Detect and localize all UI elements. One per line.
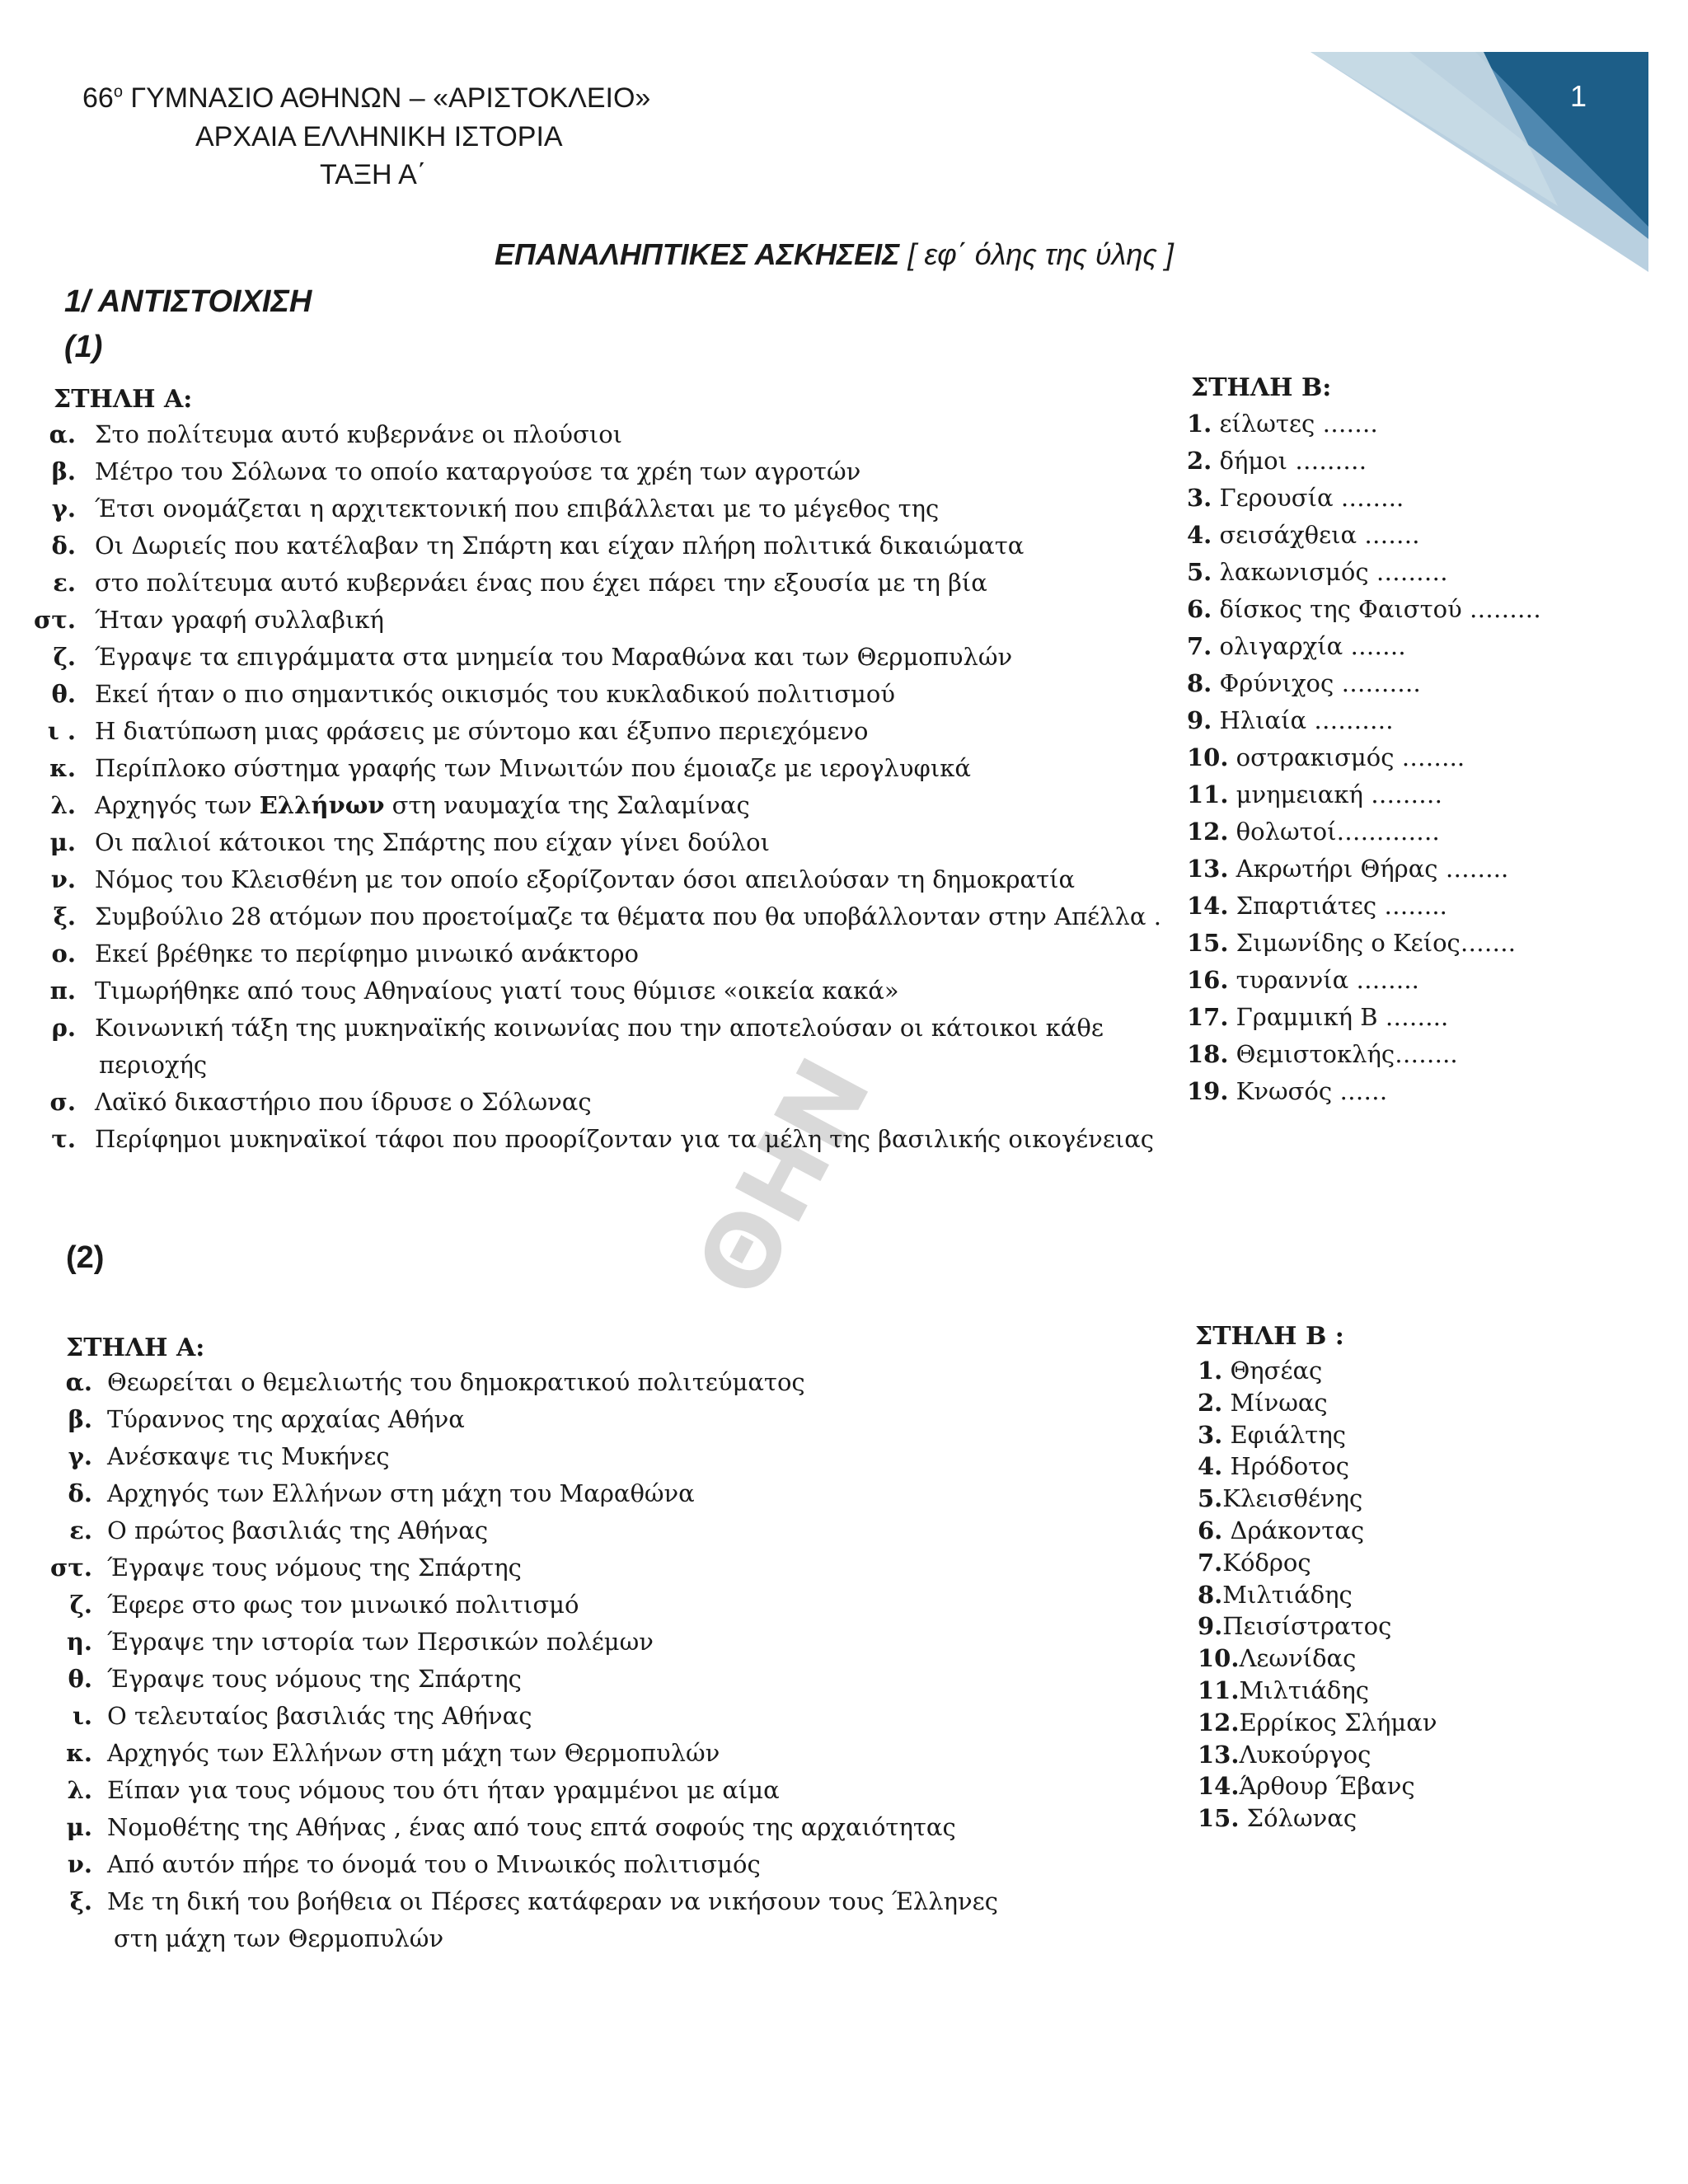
list-item — [0, 1554, 1071, 1591]
answer-item — [1187, 743, 1541, 780]
answer-number: 1. — [1187, 410, 1212, 438]
item-letter: ξ. — [69, 1887, 92, 1915]
item-letter: κ. — [66, 1739, 92, 1767]
answer-item — [1187, 706, 1541, 743]
item-text: Ο τελευταίος βασιλιάς της Αθήνας — [107, 1702, 532, 1730]
answer-text: σεισάχθεια ……. — [1212, 521, 1420, 549]
item-text: Κοινωνική τάξη της μυκηναϊκής κοινωνίας που την αποτελούσαν οι κάτοικοι κάθε — [95, 1014, 1104, 1042]
item-text: Αρχηγός των Ελλήνων στη ναυμαχία της Σαλαμίνας — [95, 791, 750, 819]
answer-number: 17. — [1187, 1003, 1229, 1031]
answer-number: 15. — [1187, 929, 1229, 957]
answer-item — [1187, 410, 1541, 447]
answer-text: Λυκούργος — [1239, 1740, 1372, 1769]
answer-text: Ηρόδοτος — [1222, 1452, 1349, 1481]
item-letter: π. — [49, 977, 76, 1005]
list-item — [0, 1813, 1071, 1850]
answer-number: 5. — [1187, 558, 1212, 586]
answer-item — [1187, 632, 1541, 669]
answer-item — [1198, 1772, 1437, 1804]
list-item — [0, 1591, 1071, 1628]
item-text-continued: περιοχής — [99, 1051, 208, 1079]
item-text: Είπαν για τους νόμους του ότι ήταν γραμμένοι με αίμα — [107, 1776, 780, 1804]
answer-number: 14. — [1187, 892, 1229, 920]
list-item — [0, 1442, 1071, 1479]
answer-text: Ερρίκος Σλήμαν — [1239, 1708, 1437, 1736]
list-item — [0, 532, 1170, 569]
answer-item — [1187, 1040, 1541, 1077]
ex1-column-b-list — [1187, 410, 1541, 1114]
answer-number: 18. — [1187, 1040, 1229, 1068]
answer-text: Κλεισθένης — [1222, 1484, 1363, 1513]
item-text: Οι Δωριείς που κατέλαβαν τη Σπάρτη και είχαν πλήρη πολιτικά δικαιώματα — [95, 532, 1025, 560]
item-text: Έγραψε την ιστορία των Περσικών πολέμων — [107, 1628, 654, 1656]
item-letter: γ. — [68, 1442, 92, 1470]
item-letter: δ. — [68, 1479, 92, 1507]
answer-number: 13. — [1187, 855, 1229, 883]
list-item — [0, 606, 1170, 643]
answer-number: 11. — [1198, 1675, 1240, 1704]
list-item — [0, 1368, 1071, 1405]
answer-text: Γερουσία …….. — [1212, 484, 1404, 512]
answer-item — [1187, 669, 1541, 706]
answer-number: 2. — [1187, 447, 1212, 475]
item-text: Περίπλοκο σύστημα γραφής των Μινωιτών που έμοιαζε με ιερογλυφικά — [95, 754, 971, 782]
item-letter: ζ. — [69, 1591, 92, 1619]
class-name: ΤΑΞΗ Α΄ — [320, 159, 427, 190]
item-text: Έγραψε τους νόμους της Σπάρτης — [107, 1554, 522, 1582]
item-text: Μέτρο του Σόλωνα το οποίο καταργούσε τα χρέη των αγροτών — [95, 457, 861, 485]
answer-number: 6. — [1198, 1516, 1223, 1544]
answer-text: τυραννία …….. — [1228, 966, 1419, 994]
answer-text: λακωνισμός ……… — [1212, 558, 1448, 586]
item-letter: δ. — [51, 532, 76, 560]
list-item — [0, 1887, 1071, 1961]
answer-item — [1198, 1421, 1437, 1453]
school-name: $66^o$ ΓΥΜΝΑΣΙΟ ΑΘΗΝΩΝ – «ΑΡΙΣΤΟΚΛΕΙΟ» — [82, 82, 651, 114]
item-letter: ε. — [69, 1516, 92, 1544]
watermark: ΘΗΝ — [674, 1041, 893, 1315]
answer-text: οστρακισμός …….. — [1228, 743, 1465, 771]
list-item — [0, 1739, 1071, 1776]
answer-text: Εφιάλτης — [1222, 1420, 1346, 1449]
page-title: ΕΠΑΝΑΛΗΠΤΙΚΕΣ ΑΣΚΗΣΕΙΣ [ εφ΄ όλης της ύλης ] — [495, 237, 1174, 271]
list-item — [0, 828, 1170, 865]
answer-text: Ακρωτήρι Θήρας …….. — [1228, 855, 1509, 883]
list-item — [0, 902, 1170, 940]
item-text-continued: στη μάχη των Θερμοπυλών — [114, 1924, 444, 1952]
list-item — [0, 680, 1170, 717]
item-text: Εκεί ήταν ο πιο σημαντικός οικισμός του κυκλαδικού πολιτισμού — [95, 680, 895, 708]
list-item — [0, 754, 1170, 791]
item-letter: ν. — [67, 1850, 92, 1878]
answer-number: 11. — [1187, 780, 1229, 808]
list-item — [0, 457, 1170, 494]
item-letter: σ. — [49, 1088, 76, 1116]
answer-item — [1198, 1708, 1437, 1741]
answer-number: 10. — [1198, 1644, 1240, 1673]
answer-item — [1198, 1804, 1437, 1836]
list-item — [0, 717, 1170, 754]
answer-text: ολιγαρχία ……. — [1212, 632, 1406, 660]
answer-text: δίσκος της Φαιστού ……… — [1212, 595, 1541, 623]
answer-number: 16. — [1187, 966, 1229, 994]
answer-item — [1198, 1516, 1437, 1549]
item-text: Έγραψε τους νόμους της Σπάρτης — [107, 1665, 522, 1693]
answer-number: 3. — [1187, 484, 1212, 512]
answer-item — [1198, 1581, 1437, 1613]
list-item — [0, 1516, 1071, 1554]
answer-text: Δράκοντας — [1222, 1516, 1365, 1544]
answer-number: 4. — [1198, 1452, 1223, 1481]
answer-item — [1198, 1484, 1437, 1516]
answer-text: Γραμμική Β …….. — [1228, 1003, 1449, 1031]
answer-number: 10. — [1187, 743, 1229, 771]
list-item — [0, 1665, 1071, 1702]
item-text: Έφερε στο φως τον μινωικό πολιτισμό — [107, 1591, 579, 1619]
answer-text: Άρθουρ Έβανς — [1239, 1772, 1415, 1801]
item-letter: λ. — [50, 791, 76, 819]
item-text: Οι παλιοί κάτοικοι της Σπάρτης που είχαν γίνει δούλοι — [95, 828, 770, 856]
ex1-column-b-title: ΣΤΗΛΗ Β: — [1191, 373, 1332, 402]
answer-text: Σιμωνίδης ο Κείος……. — [1228, 929, 1516, 957]
item-letter: κ. — [49, 754, 76, 782]
subject-name: ΑΡΧΑΙΑ ΕΛΛΗΝΙΚΗ ΙΣΤΟΡΙΑ — [195, 121, 563, 152]
answer-item — [1187, 595, 1541, 632]
answer-number: 12. — [1187, 818, 1229, 846]
item-text: Εκεί βρέθηκε το περίφημο μινωικό ανάκτορο — [95, 940, 639, 968]
list-item — [0, 1776, 1071, 1813]
answer-item — [1187, 855, 1541, 892]
item-text: Τύραννος της αρχαίας Αθήνα — [107, 1405, 465, 1433]
list-item — [0, 1125, 1170, 1162]
answer-text: Μίνωας — [1222, 1388, 1328, 1417]
item-letter: ρ. — [51, 1014, 76, 1042]
answer-number: 19. — [1187, 1077, 1229, 1105]
item-letter: στ. — [50, 1554, 92, 1582]
item-text: Λαϊκό δικαστήριο που ίδρυσε ο Σόλωνας — [95, 1088, 592, 1116]
answer-number: 8. — [1198, 1580, 1223, 1609]
answer-item — [1198, 1644, 1437, 1676]
answer-text: Λεωνίδας — [1239, 1644, 1357, 1673]
item-letter: λ. — [67, 1776, 92, 1804]
item-text: Νομοθέτης της Αθήνας , ένας από τους επτά σοφούς της αρχαιότητας — [107, 1813, 956, 1841]
item-text: Αρχηγός των Ελλήνων στη μάχη των Θερμοπυλών — [107, 1739, 720, 1767]
item-letter: μ. — [66, 1813, 92, 1841]
item-letter: α. — [65, 1368, 92, 1396]
item-text: Θεωρείται ο θεμελιωτής του δημοκρατικού πολιτεύματος — [107, 1368, 805, 1396]
answer-text: Κνωσός …… — [1228, 1077, 1388, 1105]
answer-number: 1. — [1198, 1357, 1223, 1385]
answer-item — [1198, 1357, 1437, 1389]
list-item — [0, 1088, 1170, 1125]
answer-item — [1187, 929, 1541, 966]
answer-item — [1187, 780, 1541, 818]
answer-item — [1198, 1741, 1437, 1773]
item-text: Αρχηγός των Ελλήνων στη μάχη του Μαραθώνα — [107, 1479, 695, 1507]
item-letter: ο. — [51, 940, 76, 968]
item-letter: θ. — [51, 680, 76, 708]
ex2-column-a-list — [0, 1368, 1071, 1961]
list-item — [0, 1702, 1071, 1739]
answer-item — [1198, 1549, 1437, 1581]
ex1-column-a-title: ΣΤΗΛΗ Α: — [54, 385, 193, 414]
item-letter: μ. — [49, 828, 76, 856]
answer-text: θολωτοί…………. — [1228, 818, 1440, 846]
answer-number: 3. — [1198, 1420, 1223, 1449]
item-text: Τιμωρήθηκε από τους Αθηναίους γιατί τους θύμισε «οικεία κακά» — [95, 977, 899, 1005]
exercise-2-label: (2) — [66, 1240, 105, 1275]
list-item — [0, 1405, 1071, 1442]
item-text: Έγραψε τα επιγράμματα στα μνημεία του Μαραθώνα και των Θερμοπυλών — [95, 643, 1013, 671]
answer-item — [1187, 818, 1541, 855]
answer-text: μνημειακή ……… — [1228, 780, 1443, 808]
answer-number: 9. — [1187, 706, 1212, 734]
item-letter: ε. — [53, 569, 76, 597]
item-letter: γ. — [51, 494, 76, 523]
list-item — [0, 791, 1170, 828]
answer-item — [1187, 447, 1541, 484]
answer-item — [1187, 558, 1541, 595]
item-letter: τ. — [51, 1125, 76, 1153]
item-text: Από αυτόν πήρε το όνομά του ο Μινωικός πολιτισμός — [107, 1850, 761, 1878]
answer-item — [1187, 484, 1541, 521]
list-item — [0, 569, 1170, 606]
list-item — [0, 494, 1170, 532]
item-letter: ζ. — [53, 643, 76, 671]
answer-text: Σπαρτιάτες …….. — [1228, 892, 1447, 920]
list-item — [0, 420, 1170, 457]
list-item — [0, 1479, 1071, 1516]
list-item — [0, 1850, 1071, 1887]
item-letter: β. — [51, 457, 76, 485]
answer-number: 13. — [1198, 1740, 1240, 1769]
answer-number: 4. — [1187, 521, 1212, 549]
item-letter: α. — [49, 420, 76, 448]
page-number: 1 — [1569, 79, 1587, 113]
ex1-column-a-list — [0, 420, 1170, 1162]
ex2-column-b-list — [1198, 1357, 1437, 1836]
item-text: Ήταν γραφή συλλαβική — [95, 606, 384, 634]
item-text: Η διατύπωση μιας φράσεις με σύντομο και έξυπνο περιεχόμενο — [95, 717, 869, 745]
item-letter: θ. — [68, 1665, 92, 1693]
section-title: 1/ ΑΝΤΙΣΤΟΙΧΙΣΗ — [64, 284, 312, 319]
answer-item — [1187, 521, 1541, 558]
item-letter: ι . — [47, 717, 76, 745]
answer-number: 7. — [1187, 632, 1212, 660]
item-text: Στο πολίτευμα αυτό κυβερνάνε οι πλούσιοι — [95, 420, 623, 448]
answer-text: Μιλτιάδης — [1239, 1675, 1369, 1704]
ex2-column-a-title: ΣΤΗΛΗ Α: — [66, 1333, 205, 1362]
ex2-column-b-title: ΣΤΗΛΗ Β : — [1195, 1322, 1344, 1351]
answer-item — [1187, 966, 1541, 1003]
answer-text: Μιλτιάδης — [1222, 1580, 1353, 1609]
answer-number: 15. — [1198, 1804, 1240, 1833]
list-item — [0, 643, 1170, 680]
item-text: Ανέσκαψε τις Μυκήνες — [107, 1442, 390, 1470]
answer-number: 12. — [1198, 1708, 1240, 1736]
item-text: Νόμος του Κλεισθένη με τον οποίο εξορίζονταν όσοι απειλούσαν τη δημοκρατία — [95, 865, 1076, 893]
answer-text: Θεμιστοκλής…….. — [1228, 1040, 1458, 1068]
list-item — [0, 1628, 1071, 1665]
answer-text: Κόδρος — [1222, 1548, 1311, 1577]
answer-number: 6. — [1187, 595, 1212, 623]
answer-item — [1187, 892, 1541, 929]
answer-number: 8. — [1187, 669, 1212, 697]
answer-item — [1198, 1389, 1437, 1421]
list-item — [0, 940, 1170, 977]
list-item — [0, 1014, 1170, 1088]
item-text: Με τη δική του βοήθεια οι Πέρσες κατάφεραν να νικήσουν τους Έλληνες — [107, 1887, 998, 1915]
answer-text: Φρύνιχος ………. — [1212, 669, 1421, 697]
answer-text: Πεισίστρατος — [1222, 1612, 1392, 1641]
item-text: Ο πρώτος βασιλιάς της Αθήνας — [107, 1516, 489, 1544]
list-item — [0, 977, 1170, 1014]
exercise-1-label: (1) — [64, 330, 103, 364]
answer-item — [1198, 1452, 1437, 1484]
item-text: Συμβούλιο 28 ατόμων που προετοίμαζε τα θέματα που θα υποβάλλονταν στην Απέλλα . — [95, 902, 1161, 930]
answer-number: 14. — [1198, 1772, 1240, 1801]
answer-text: δήμοι ……… — [1212, 447, 1367, 475]
item-letter: στ. — [34, 606, 76, 634]
item-letter: η. — [66, 1628, 92, 1656]
answer-item — [1198, 1676, 1437, 1708]
answer-number: 7. — [1198, 1548, 1223, 1577]
item-letter: β. — [68, 1405, 92, 1433]
answer-number: 9. — [1198, 1612, 1223, 1641]
item-letter: ι. — [72, 1702, 92, 1730]
answer-text: Σόλωνας — [1239, 1804, 1357, 1833]
answer-item — [1198, 1612, 1437, 1644]
list-item — [0, 865, 1170, 902]
item-text: Περίφημοι μυκηναϊκοί τάφοι που προορίζονταν για τα μέλη της βασιλικής οικογένειας — [95, 1125, 1155, 1153]
answer-item — [1187, 1003, 1541, 1040]
item-letter: ξ. — [53, 902, 76, 930]
answer-text: Ηλιαία ………. — [1212, 706, 1394, 734]
answer-number: 2. — [1198, 1388, 1223, 1417]
answer-number: 5. — [1198, 1484, 1223, 1513]
item-letter: ν. — [50, 865, 76, 893]
item-text: Έτσι ονομάζεται η αρχιτεκτονική που επιβάλλεται με το μέγεθος της — [95, 494, 940, 523]
answer-item — [1187, 1077, 1541, 1114]
item-text: στο πολίτευμα αυτό κυβερνάει ένας που έχει πάρει την εξουσία με τη βία — [95, 569, 987, 597]
answer-text: είλωτες ……. — [1212, 410, 1378, 438]
answer-text: Θησέας — [1222, 1357, 1323, 1385]
